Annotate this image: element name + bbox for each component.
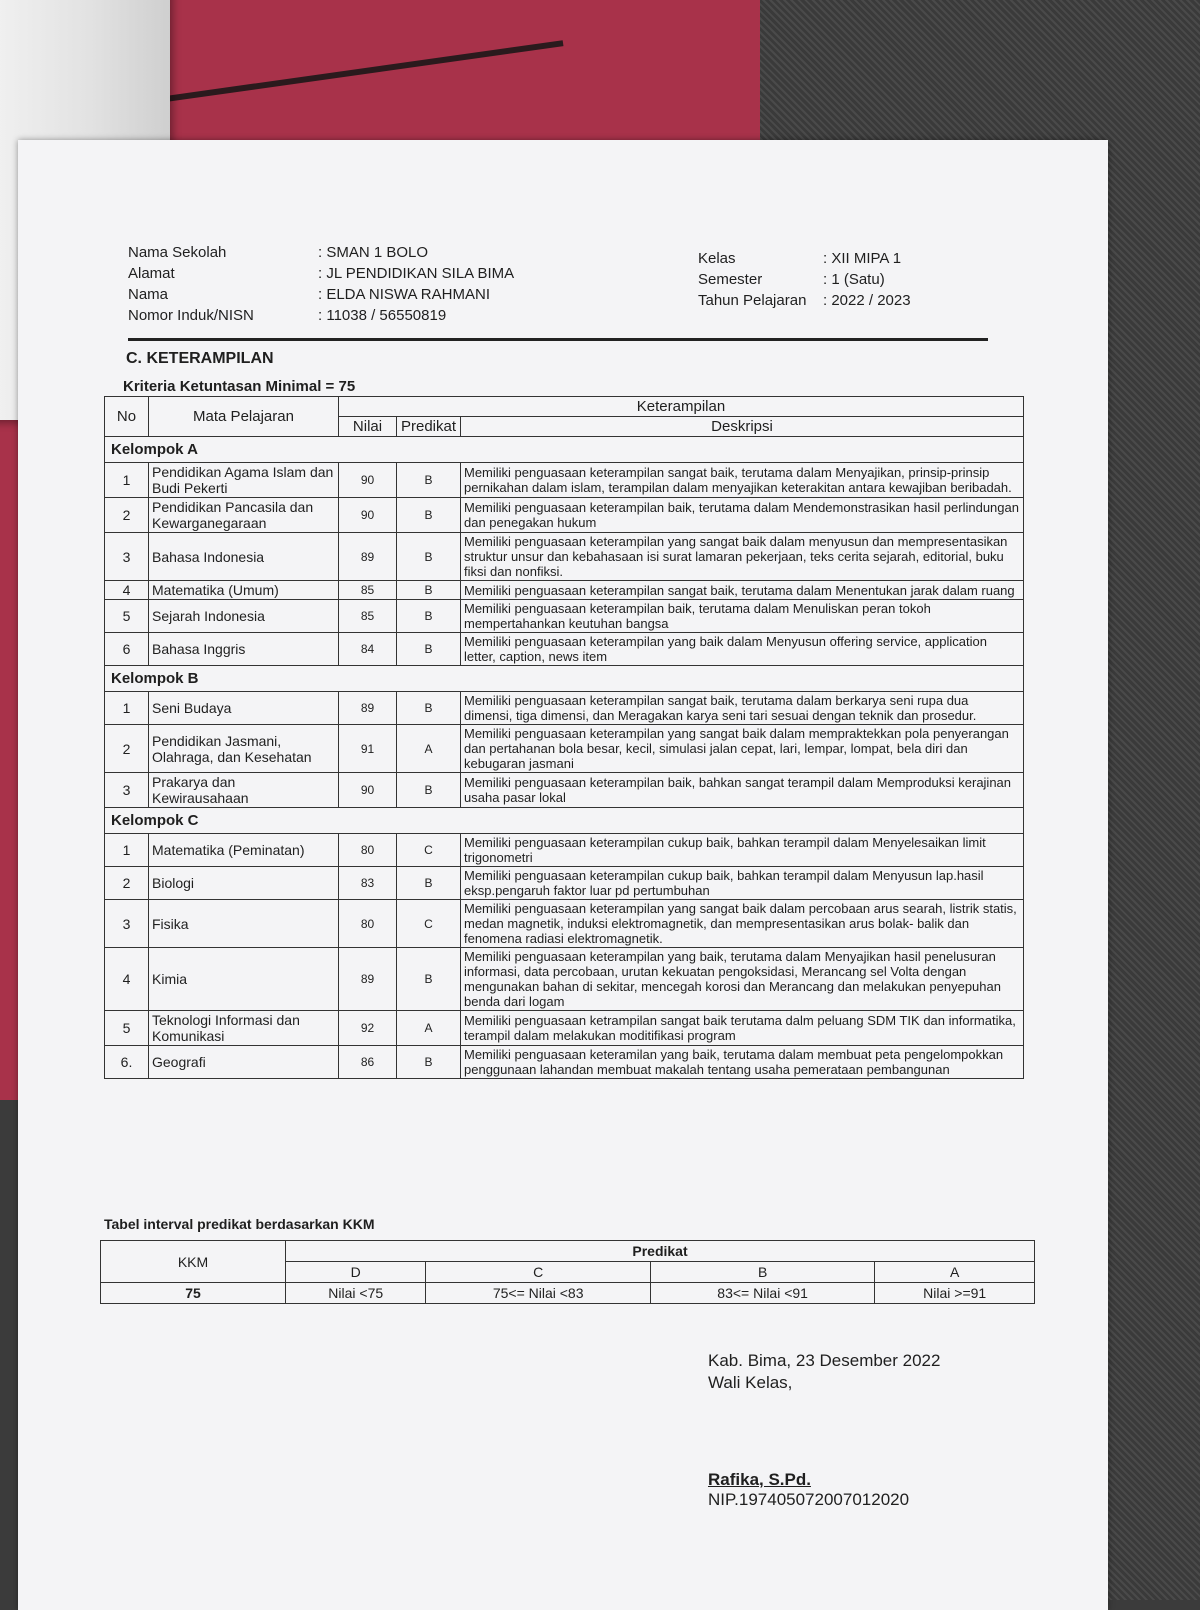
info-value: : JL PENDIDIKAN SILA BIMA [318,265,515,282]
info-label: Alamat [128,265,175,282]
row-no: 3 [105,773,149,808]
row-subject: Pendidikan Jasmani, Olahraga, dan Kesehatan [149,725,339,773]
group-row [105,808,1024,834]
row-subject: Fisika [149,900,339,948]
info-label: Tahun Pelajaran [698,292,807,309]
group-row [105,437,1024,463]
row-score: 90 [339,498,397,533]
row-score: 89 [339,692,397,725]
header-divider [128,338,988,341]
row-description: Memiliki penguasaan keterampilan baik, terutama dalam Menuliskan peran tokoh mempertahankan keutuhan bangsa [461,600,1024,633]
row-description: Memiliki penguasaan keterampilan sangat baik, terutama dalam berkarya seni rupa dua dimensi, tiga dimensi, dan Meragakan karya seni tari sesuai dengan teknik dan prosedur. [461,692,1024,725]
table-row [105,498,1024,533]
group-name: Kelompok A [105,437,1024,463]
row-no: 5 [105,1011,149,1046]
row-subject: Biologi [149,867,339,900]
row-subject: Prakarya dan Kewirausahaan [149,773,339,808]
table-row [105,1046,1024,1079]
row-predicate: B [397,1046,461,1079]
row-predicate: B [397,948,461,1011]
info-value: : SMAN 1 BOLO [318,244,429,261]
header-skills: Keterampilan [339,397,1024,417]
range-c: 75<= Nilai <83 [426,1283,650,1304]
interval-kkm-value: 75 [101,1283,286,1304]
row-predicate: B [397,581,461,600]
row-score: 84 [339,633,397,666]
info-row [698,248,911,269]
table-row [105,600,1024,633]
row-predicate: B [397,867,461,900]
row-no: 4 [105,581,149,600]
report-page [18,140,1108,1610]
table-row [105,725,1024,773]
row-subject: Pendidikan Agama Islam dan Budi Pekerti [149,463,339,498]
row-score: 85 [339,600,397,633]
table-row [105,900,1024,948]
info-label: Semester [698,271,763,288]
table-row [105,533,1024,581]
row-description: Memiliki penguasaan keterampilan yang sangat baik dalam mempraktekkan pola penyerangan dan pertahanan bola besar, kecil, simulasi jalan cepat, lari, lempar, lompat, bela diri dan kebugaran jasmani [461,725,1024,773]
row-score: 80 [339,900,397,948]
section-title: C. KETERAMPILAN [126,350,274,367]
table-row [105,633,1024,666]
table-row [105,948,1024,1011]
row-description: Memiliki penguasaan keterampilan sangat baik, terutama dalam Menyajikan, prinsip-prinsip pernikahan dalam islam, terampilan dalam menyajikan keterakitan antara kewajiban beribadah. [461,463,1024,498]
group-name: Kelompok B [105,666,1024,692]
row-no: 6 [105,633,149,666]
grade-a: A [875,1262,1035,1283]
row-no: 2 [105,725,149,773]
range-d: Nilai <75 [286,1283,426,1304]
row-no: 1 [105,834,149,867]
info-label: Kelas [698,250,736,267]
table-row [105,834,1024,867]
info-value: : 1 (Satu) [823,271,885,288]
row-predicate: B [397,692,461,725]
row-subject: Seni Budaya [149,692,339,725]
row-description: Memiliki penguasaan keterampilan cukup baik, bahkan terampil dalam Menyelesaikan limit trigonometri [461,834,1024,867]
row-score: 83 [339,867,397,900]
student-info-left [128,242,514,326]
table-row [105,581,1024,600]
row-subject: Teknologi Informasi dan Komunikasi [149,1011,339,1046]
row-no: 5 [105,600,149,633]
row-no: 2 [105,498,149,533]
row-description: Memiliki penguasaan keterampilan sangat baik, terutama dalam Menentukan jarak dalam ruang [461,581,1024,600]
info-row [698,269,911,290]
grade-c: C [426,1262,650,1283]
interval-table [100,1240,1035,1304]
row-description: Memiliki penguasaan keterampilan yang baik dalam Menyusun offering service, application letter, caption, news item [461,633,1024,666]
info-label: Nama Sekolah [128,244,227,261]
row-predicate: B [397,773,461,808]
signature-name-block [708,1470,909,1510]
row-predicate: C [397,900,461,948]
row-predicate: B [397,498,461,533]
info-value: : 2022 / 2023 [823,292,911,309]
place-date: Kab. Bima, 23 Desember 2022 [708,1351,941,1370]
row-description: Memiliki penguasaan keterampilan yang baik, terutama dalam Menyajikan hasil penelusuran informasi, data percobaan, urutan kekuatan pengoksidasi, Merancang sel Volta dengan mengunakan bahan di sekitar, mencegah korosi dan Merancang dan melakukan penyepuhan benda dari logam [461,948,1024,1011]
interval-caption: Tabel interval predikat berdasarkan KKM [104,1216,375,1232]
header-subject: Mata Pelajaran [149,397,339,437]
info-label: Nomor Induk/NISN [128,307,254,324]
table-row [105,1011,1024,1046]
row-predicate: A [397,1011,461,1046]
header-score: Nilai [339,417,397,437]
row-predicate: B [397,633,461,666]
row-description: Memiliki penguasaan keterampilan cukup baik, bahkan terampil dalam Menyusun lap.hasil eksp.pengaruh faktor luar pd pertumbuhan [461,867,1024,900]
header-description: Deskripsi [461,417,1024,437]
row-description: Memiliki penguasaan ketrampilan sangat baik terutama dalm peluang SDM TIK dan informatika, terampil dalam melakukan moditifikasi program [461,1011,1024,1046]
row-description: Memiliki penguasaan keterampilan yang sangat baik dalam percobaan arus searah, listrik statis, medan magnetik, induksi elektromagnetik, dan mempresentasikan arus bolak- balik dan fenomena radiasi elektromagnetik. [461,900,1024,948]
table-row [105,692,1024,725]
skills-table [104,396,1024,1079]
row-score: 86 [339,1046,397,1079]
row-score: 80 [339,834,397,867]
info-value: : ELDA NISWA RAHMANI [318,286,490,303]
row-no: 3 [105,533,149,581]
row-score: 89 [339,948,397,1011]
info-row [698,290,911,311]
row-description: Memiliki penguasaan keteramilan yang baik, terutama dalam membuat peta pengelompokkan penggunaan lahandan membuat makalah tentang usaha pemerataan pembangunan [461,1046,1024,1079]
signer-nip: NIP.197405072007012020 [708,1490,910,1509]
grade-b: B [650,1262,874,1283]
info-row [128,284,514,305]
info-row [128,305,514,326]
info-value: : XII MIPA 1 [823,250,902,267]
info-row [128,242,514,263]
range-b: 83<= Nilai <91 [650,1283,874,1304]
row-no: 6. [105,1046,149,1079]
row-predicate: B [397,533,461,581]
row-subject: Bahasa Indonesia [149,533,339,581]
signature-role: Wali Kelas, [708,1373,793,1392]
row-description: Memiliki penguasaan keterampilan baik, terutama dalam Mendemonstrasikan hasil perlindungan dan penegakan hukum [461,498,1024,533]
folder-stripe [167,40,564,102]
interval-predikat-label: Predikat [286,1241,1035,1262]
group-name: Kelompok C [105,808,1024,834]
row-description: Memiliki penguasaan keterampilan baik, bahkan sangat terampil dalam Memproduksi kerajinan usaha pasar lokal [461,773,1024,808]
info-row [128,263,514,284]
interval-kkm-label: KKM [101,1241,286,1283]
group-row [105,666,1024,692]
row-subject: Pendidikan Pancasila dan Kewarganegaraan [149,498,339,533]
row-subject: Bahasa Inggris [149,633,339,666]
table-row [105,773,1024,808]
skills-table-body [105,437,1024,1079]
row-no: 4 [105,948,149,1011]
row-score: 92 [339,1011,397,1046]
row-score: 89 [339,533,397,581]
kkm-text: Kriteria Ketuntasan Minimal = 75 [123,378,356,395]
signature-block [708,1350,940,1394]
row-subject: Matematika (Peminatan) [149,834,339,867]
student-info-right [698,248,911,311]
row-description: Memiliki penguasaan keterampilan yang sangat baik dalam menyusun dan mempresentasikan struktur unsur dan kebahasaan isi surat lamaran pekerjaan, teks cerita sejarah, editorial, buku fiksi dan nonfiksi. [461,533,1024,581]
row-no: 1 [105,463,149,498]
signer-name: Rafika, S.Pd. [708,1470,811,1489]
header-no: No [105,397,149,437]
table-row [105,867,1024,900]
row-predicate: C [397,834,461,867]
grade-d: D [286,1262,426,1283]
row-no: 2 [105,867,149,900]
row-no: 1 [105,692,149,725]
row-score: 85 [339,581,397,600]
info-label: Nama [128,286,169,303]
table-row [105,463,1024,498]
info-value: : 11038 / 56550819 [318,307,447,324]
row-score: 90 [339,463,397,498]
row-predicate: A [397,725,461,773]
row-subject: Geografi [149,1046,339,1079]
row-subject: Matematika (Umum) [149,581,339,600]
row-subject: Sejarah Indonesia [149,600,339,633]
range-a: Nilai >=91 [875,1283,1035,1304]
row-predicate: B [397,463,461,498]
row-score: 90 [339,773,397,808]
header-predicate: Predikat [397,417,461,437]
row-predicate: B [397,600,461,633]
row-score: 91 [339,725,397,773]
row-subject: Kimia [149,948,339,1011]
row-no: 3 [105,900,149,948]
